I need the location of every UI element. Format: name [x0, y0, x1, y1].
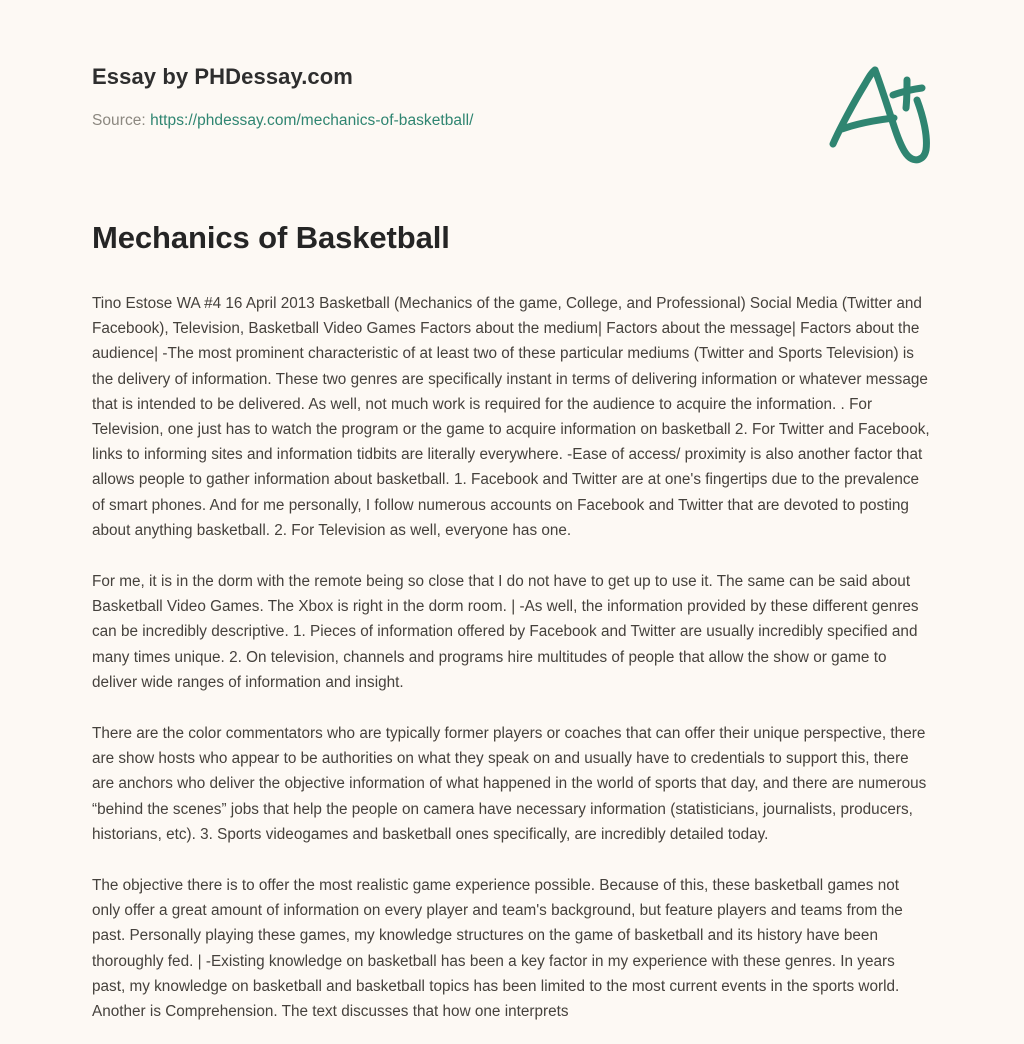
source-url-link[interactable]: https://phdessay.com/mechanics-of-basketball/: [150, 112, 474, 129]
paragraph: There are the color commentators who are typically former players or coaches that can offer their unique perspective, there are show hosts who appear to be authorities on what they speak on and usually have to credentials to support this, there are anchors who deliver the objective information of what happened in the world of sports that day, and there are numerous “behind the scenes” jobs that help the people on camera have necessary information (statisticians, journalists, producers, historians, etc). 3. Sports videogames and basketball ones specifically, are incredibly detailed today.: [92, 725, 927, 843]
a-plus-logo-icon: [820, 58, 940, 168]
source-line: [92, 110, 936, 132]
brand-title: Essay by PHDessay.com: [92, 64, 353, 89]
page-header: [0, 0, 1024, 190]
essay-body: [0, 291, 1024, 1024]
page-title: Mechanics of Basketball: [92, 220, 450, 255]
paragraph: The objective there is to offer the most realistic game experience possible. Because of this, these basketball games not only offer a great amount of information on every player and team's background, but feature players and teams from the past. Personally playing these games, my knowledge structures on the game of basketball and its history have been thoroughly fed. | -Existing knowledge on basketball has been a key factor in my experience with these genres. In years past, my knowledge on basketball and basketball topics has been limited to the most current events in the sports world. Another is Comprehension. The text discusses that how one interprets: [92, 877, 903, 1021]
paragraph: For me, it is in the dorm with the remote being so close that I do not have to get up to use it. The same can be said about Basketball Video Games. The Xbox is right in the dorm room. | -As well, the information provided by these different genres can be incredibly descriptive. 1. Pieces of information offered by Facebook and Twitter are usually incredibly specified and many times unique. 2. On television, channels and programs hire multitudes of people that allow the show or game to deliver wide ranges of information and insight.: [92, 573, 919, 691]
source-label: Source:: [92, 112, 146, 129]
paragraph: Tino Estose WA #4 16 April 2013 Basketball (Mechanics of the game, College, and Professional) Social Media (Twitter and Facebook), Television, Basketball Video Games Factors about the medium| Factors about the message| Factors about the audience| -The most prominent characteristic of at least two of these particular mediums (Twitter and Sports Television) is the delivery of information. These two genres are specifically instant in terms of delivering information or whatever message that is intended to be delivered. As well, not much work is required for the audience to acquire the information. . For Television, one just has to watch the program or the game to acquire information on basketball 2. For Twitter and Facebook, links to informing sites and information tidbits are literally everywhere. -Ease of access/ proximity is also another factor that allows people to gather information about basketball. 1. Facebook and Twitter are at one's fingertips due to the prevalence of smart phones. And for me personally, I follow numerous accounts on Facebook and Twitter that are devoted to posting about anything basketball. 2. For Television as well, everyone has one.: [92, 295, 930, 539]
